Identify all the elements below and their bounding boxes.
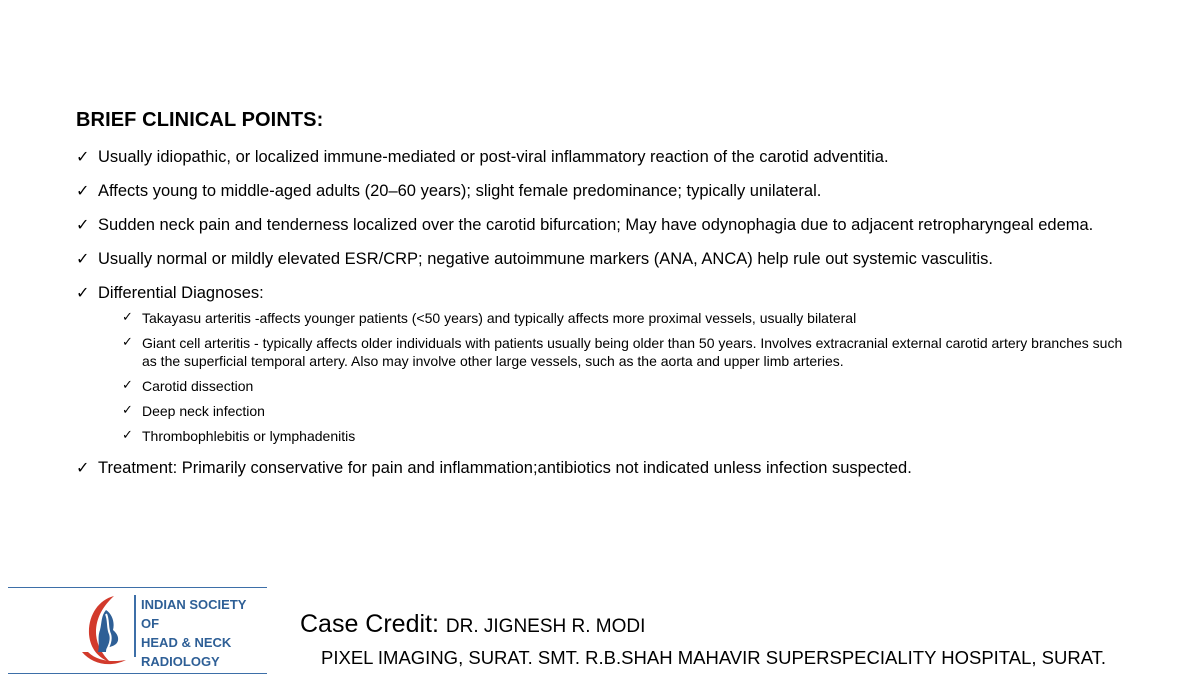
differential-text: Carotid dissection — [142, 378, 254, 394]
checkmark-icon: ✓ — [76, 181, 90, 200]
checkmark-icon: ✓ — [76, 249, 90, 268]
bullet-text: Usually normal or mildly elevated ESR/CRP; negative autoimmune markers (ANA, ANCA) help rule out systemic vasculitis. — [98, 250, 993, 268]
differential-text: Deep neck infection — [142, 403, 265, 419]
bullet-point — [76, 248, 1136, 270]
differential-item — [122, 402, 1136, 420]
logo-line: HEAD & NECK — [141, 635, 232, 650]
bullet-text: Affects young to middle-aged adults (20–60 years); slight female predominance; typically unilateral. — [98, 182, 822, 200]
bullet-text: Sudden neck pain and tenderness localized over the carotid bifurcation; May have odynophagia due to adjacent retropharyngeal edema. — [98, 216, 1094, 234]
checkmark-icon: ✓ — [76, 215, 90, 234]
checkmark-icon: ✓ — [76, 283, 90, 302]
differential-text: Thrombophlebitis or lymphadenitis — [142, 428, 356, 444]
slide-heading: BRIEF CLINICAL POINTS: — [76, 109, 324, 131]
differential-item — [122, 427, 1136, 445]
differential-item — [122, 309, 1136, 327]
head-neck-logo-icon — [76, 590, 130, 670]
bullet-text: Usually idiopathic, or localized immune-mediated or post-viral inflammatory reaction of the carotid adventitia. — [98, 148, 889, 166]
differential-text: Giant cell arteritis - typically affects older individuals with patients usually being older than 50 years. Involves extracranial external carotid artery branches such as the superficial temporal artery. Also may involve other large vessels, such as the aorta and upper limb arteries. — [142, 335, 1123, 369]
differential-item — [122, 334, 1136, 370]
case-credit-label: Case Credit: — [300, 610, 439, 638]
checkmark-icon: ✓ — [122, 428, 133, 443]
bullet-point — [76, 146, 1136, 168]
bullet-point-differentials — [76, 282, 1136, 445]
logo-line: RADIOLOGY — [141, 654, 220, 669]
treatment-text: Treatment: Primarily conservative for pain and inflammation;antibiotics not indicated unless infection suspected. — [98, 459, 912, 477]
bullet-point — [76, 180, 1136, 202]
differential-text: Takayasu arteritis -affects younger patients (<50 years) and typically affects more proximal vessels, usually bilateral — [142, 310, 857, 326]
differential-list — [98, 309, 1136, 445]
case-credit-name: DR. JIGNESH R. MODI — [445, 616, 646, 637]
checkmark-icon: ✓ — [122, 310, 133, 325]
bullet-text: Differential Diagnoses: — [98, 284, 264, 302]
checkmark-icon: ✓ — [122, 335, 133, 350]
checkmark-icon: ✓ — [76, 147, 90, 166]
case-credit-address: PIXEL IMAGING, SURAT. SMT. R.B.SHAH MAHAVIR SUPERSPECIALITY HOSPITAL, SURAT. — [321, 647, 1107, 668]
logo-text — [134, 595, 267, 669]
clinical-points-list — [76, 146, 1136, 491]
bullet-point — [76, 214, 1136, 236]
differential-item — [122, 377, 1136, 395]
checkmark-icon: ✓ — [122, 378, 133, 393]
checkmark-icon: ✓ — [122, 403, 133, 418]
case-credit — [300, 610, 645, 639]
checkmark-icon: ✓ — [76, 458, 90, 477]
bullet-point-treatment — [76, 457, 1136, 479]
society-logo — [8, 587, 267, 674]
logo-line: INDIAN SOCIETY OF — [141, 597, 247, 631]
